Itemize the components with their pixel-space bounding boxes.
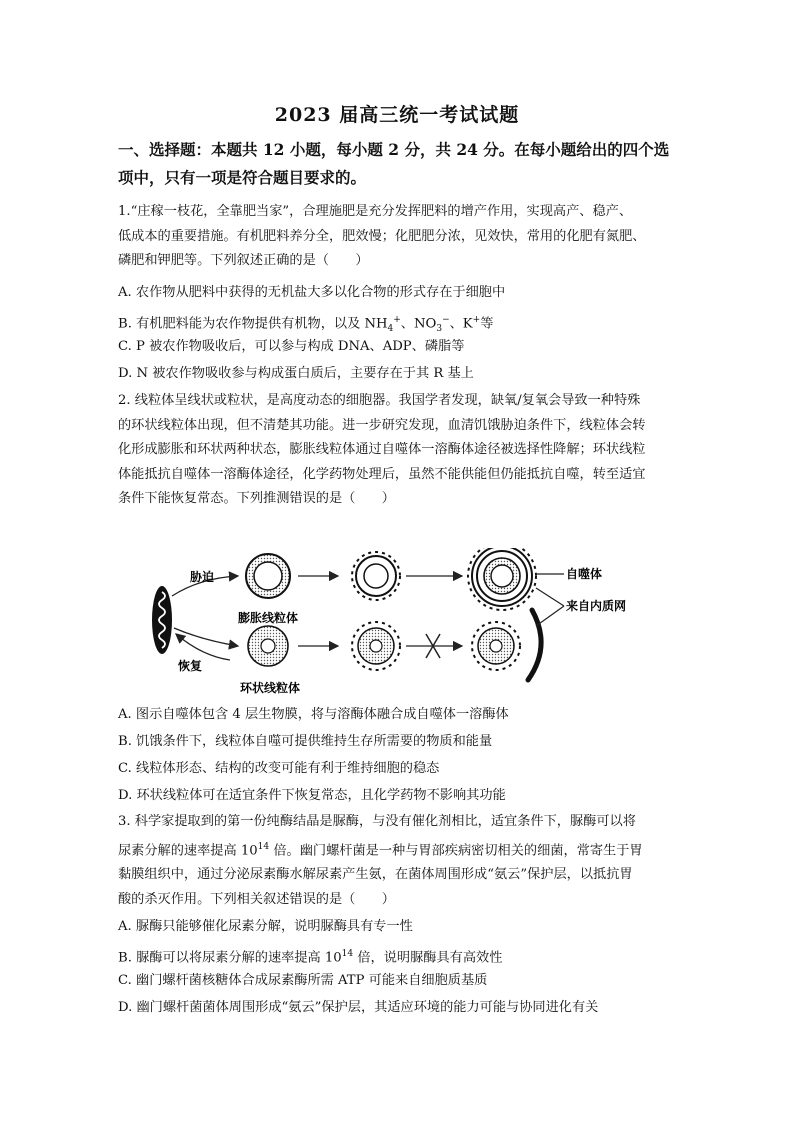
q1-option-b-end: 等: [480, 316, 494, 332]
q2-line-2: 的环状线粒体出现，但不清楚其功能。进一步研究发现，血清饥饿胁迫条件下，线粒体会转: [118, 417, 646, 433]
q1-no3-sup: −: [442, 315, 450, 325]
q1-option-b-text: B. 有机肥料能为农作物提供有机物，以及 NH: [118, 316, 388, 332]
ring-mitochondrion-icon: [248, 626, 288, 666]
q3-line-2-exponent: 14: [257, 841, 270, 852]
engulfing-swollen-icon: [352, 552, 400, 600]
q1-option-b-no3: 、NO: [400, 316, 437, 332]
q1-option-c: C. P 被农作物吸收后，可以参与构成 DNA、ADP、磷脂等: [118, 339, 465, 354]
q3-option-d: D. 幽门螺杆菌菌体周围形成“氨云”保护层，其适应环境的能力可能与协同进化有关: [118, 1000, 599, 1015]
q3-option-b-start: B. 脲酶可以将尿素分解的速率提高 10: [118, 950, 342, 966]
question-3-stem: [118, 810, 680, 912]
stress-label: 胁迫: [190, 570, 215, 584]
q2-line-4: 体能抵抗自噬体一溶酶体途径，化学药物处理后，虽然不能供能但仍能抵抗自噬，转至适宜: [118, 466, 646, 482]
q2-option-a: A. 图示自噬体包含 4 层生物膜，将与溶酶体融合成自噬体一溶酶体: [118, 707, 509, 722]
question-2-stem: [118, 389, 680, 512]
q1-option-a: A. 农作物从肥料中获得的无机盐大多以化合物的形式存在于细胞中: [118, 285, 506, 300]
ring-arrow: [174, 628, 238, 646]
ring-with-er-icon: [472, 610, 541, 680]
section-header: [118, 136, 678, 192]
q2-line-3: 化形成膨胀和环状两种状态，膨胀线粒体通过自噬体一溶酶体途径被选择性降解；环状线粒: [118, 442, 646, 457]
recover-label: 恢复: [178, 659, 203, 673]
q2-option-d: D. 环状线粒体可在适宜条件下恢复常态，且化学药物不影响其功能: [118, 788, 506, 803]
mitochondrion-icon: [152, 586, 172, 654]
q1-option-b-k: 、K: [449, 316, 473, 332]
section-line-1: 一、选择题：本题共 12 小题，每小题 2 分，共 24 分。在每小题给出的四个选: [118, 140, 670, 159]
q3-line-2: [118, 835, 680, 864]
q2-line-5: 条件下能恢复常态。下列推测错误的是（ ）: [118, 491, 395, 506]
autophagosome-icon: [468, 548, 536, 610]
q3-line-1: 3. 科学家提取到的第一份纯酶结晶是脲酶，与没有催化剂相比，适宜条件下，脲酶可以将: [118, 814, 636, 829]
q1-nh4-sup: +: [393, 315, 401, 325]
q3-line-3: 黏膜组织中，通过分泌尿素酶水解尿素产生氨，在菌体周围形成“氨云”保护层，以抵抗胃: [118, 867, 633, 883]
q2-option-c: C. 线粒体形态、结构的改变可能有利于维持细胞的稳态: [118, 761, 440, 776]
q1-nh4-sub: 4: [387, 324, 394, 335]
q1-line-1: 1.“庄稼一枝花，全靠肥当家”，合理施肥是充分发挥肥料的增产作用，实现高产、稳产、: [118, 204, 632, 219]
q1-k-sup: +: [472, 315, 481, 325]
page-title: 2023 届高三统一考试试题: [274, 104, 520, 126]
ring-label: 环状线粒体: [240, 681, 301, 695]
q3-line-2-end: 倍。幽门螺杆菌是一种与胃部疾病密切相关的细菌，常寄生于胃: [269, 842, 643, 858]
swollen-mitochondrion-icon: [246, 554, 290, 598]
q1-line-3: 磷肥和钾肥等。下列叙述正确的是（ ）: [118, 253, 369, 268]
q1-line-2: 低成本的重要措施。有机肥料养分全，肥效慢；化肥肥分浓，见效快，常用的化肥有氮肥、: [118, 228, 646, 244]
q2-option-b: B. 饥饿条件下，线粒体自噬可提供维持生存所需要的物质和能量: [118, 734, 493, 749]
er-label: 来自内质网: [566, 599, 627, 613]
q3-option-a: A. 脲酶只能够催化尿素分解，说明脲酶具有专一性: [118, 919, 413, 934]
section-line-2: 项中，只有一项是符合题目要求的。: [118, 168, 367, 187]
q1-option-b: [118, 310, 678, 339]
q3-line-2-start: 尿素分解的速率提高 10: [118, 842, 258, 858]
q2-line-1: 2. 线粒体呈线状或粒状，是高度动态的细胞器。我国学者发现，缺氧/复氧会导致一种特殊: [118, 393, 641, 408]
engulfing-ring-icon: [352, 622, 400, 670]
q1-option-d: D. N 被农作物吸收参与构成蛋白质后，主要存在于其 R 基上: [118, 366, 474, 381]
mitochondria-diagram: [140, 548, 660, 698]
q3-option-c: C. 幽门螺杆菌核糖体合成尿素酶所需 ATP 可能来自细胞质基质: [118, 973, 488, 988]
swollen-label: 膨胀线粒体: [238, 611, 299, 625]
q3-option-b-exponent: 14: [341, 949, 354, 959]
question-1-stem: [118, 200, 680, 274]
er-pointer: [536, 606, 564, 626]
q3-option-b: [118, 944, 678, 968]
q1-no3-sub: 3: [436, 324, 443, 335]
q3-option-b-end: 倍，说明脲酶具有高效性: [353, 950, 503, 966]
autophagosome-label: 自噬体: [566, 567, 603, 581]
q3-line-4: 酸的杀灭作用。下列相关叙述错误的是（ ）: [118, 891, 395, 907]
